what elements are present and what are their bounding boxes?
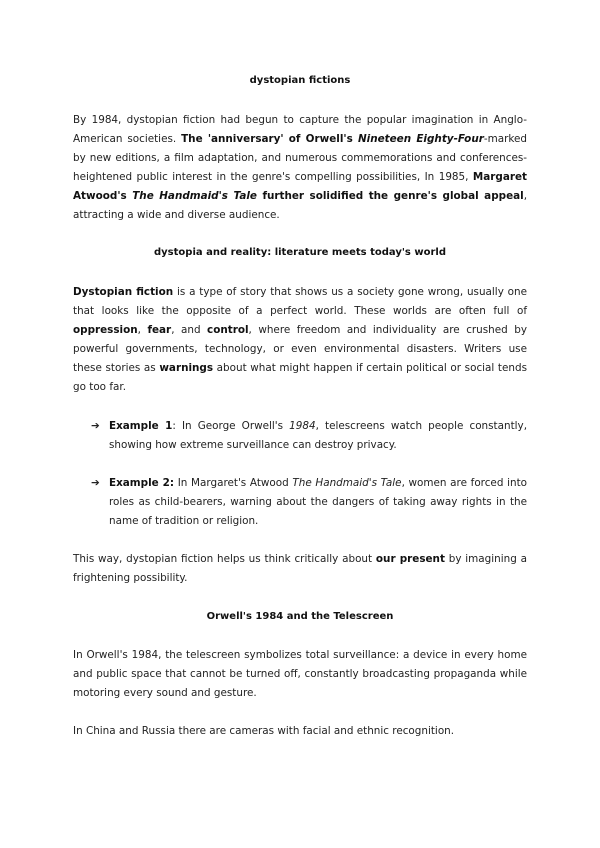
example-1-bullet	[91, 417, 527, 455]
definition-bold-5: warnings	[159, 362, 214, 374]
example-1-text: Example 1: In George Orwell's 1984, telescreens watch people constantly, showing how extreme surveillance can destroy privacy.	[109, 420, 527, 451]
intro-text-1: By 1984, dystopian fiction had begun to capture the popular imagination in Anglo-American societies.	[73, 114, 527, 145]
definition-text-3: , and	[171, 324, 208, 336]
example-1-label: Example 1	[109, 420, 173, 432]
section-heading-dystopia-reality: dystopia and reality: literature meets today's world	[154, 247, 446, 258]
intro-paragraph	[73, 111, 527, 225]
conclusion-bold: our present	[375, 553, 445, 565]
telescreen-paragraph: In Orwell's 1984, the telescreen symbolizes total surveillance: a device in every home and public space that cannot be turned off, constantly broadcasting propaganda while motoring every sound and gesture.	[73, 649, 527, 699]
definition-paragraph	[73, 283, 527, 397]
definition-bold-3: fear	[147, 324, 172, 336]
definition-bold-4: control	[207, 324, 249, 336]
example-2-bullet	[91, 474, 527, 531]
definition-bold-2: oppression	[73, 324, 138, 336]
definition-text-1: is a type of story that shows us a society gone wrong, usually one that looks like the opposite of a perfect world. These worlds are often full of	[73, 286, 527, 317]
conclusion-paragraph: This way, dystopian fiction helps us think critically about our present by imagining a frightening possibility.	[73, 553, 527, 584]
intro-bold-italic-1: Nineteen Eighty-Four	[357, 133, 484, 145]
intro-bold-italic-2: The Handmaid's Tale	[132, 190, 257, 202]
definition-text-4: , where freedom and individuality are crushed by powerful governments, technology, or even environmental disasters. Writers use these stories as	[73, 324, 528, 374]
intro-text-3: , attracting a wide and diverse audience.	[73, 190, 527, 221]
document-title: dystopian fictions	[249, 75, 351, 86]
intro-text-2: -marked by new editions, a film adaptation, and numerous commemorations and conferences-heightened public interest in the genre's compelling possibilities, In 1985,	[73, 133, 527, 183]
intro-bold-1: The 'anniversary' of Orwell's	[181, 133, 358, 145]
arrow-icon: ➔	[91, 477, 100, 489]
definition-bold-1: Dystopian fiction	[73, 286, 174, 298]
example-2-label: Example 2:	[109, 477, 175, 489]
intro-bold-2: Margaret Atwood's	[73, 171, 527, 202]
intro-bold-3: further solidified the genre's global appeal	[256, 190, 524, 202]
example-2-text: Example 2: In Margaret's Atwood The Handmaid's Tale, women are forced into roles as child-bearers, warning about the dangers of taking away rights in the name of tradition or religion.	[109, 477, 527, 527]
definition-text-5: about what might happen if certain political or social tends go too far.	[73, 362, 527, 393]
definition-text-2: ,	[137, 324, 148, 336]
arrow-icon: ➔	[91, 420, 100, 432]
section-heading-telescreen: Orwell's 1984 and the Telescreen	[206, 611, 394, 622]
china-russia-paragraph: In China and Russia there are cameras with facial and ethnic recognition.	[73, 725, 455, 737]
